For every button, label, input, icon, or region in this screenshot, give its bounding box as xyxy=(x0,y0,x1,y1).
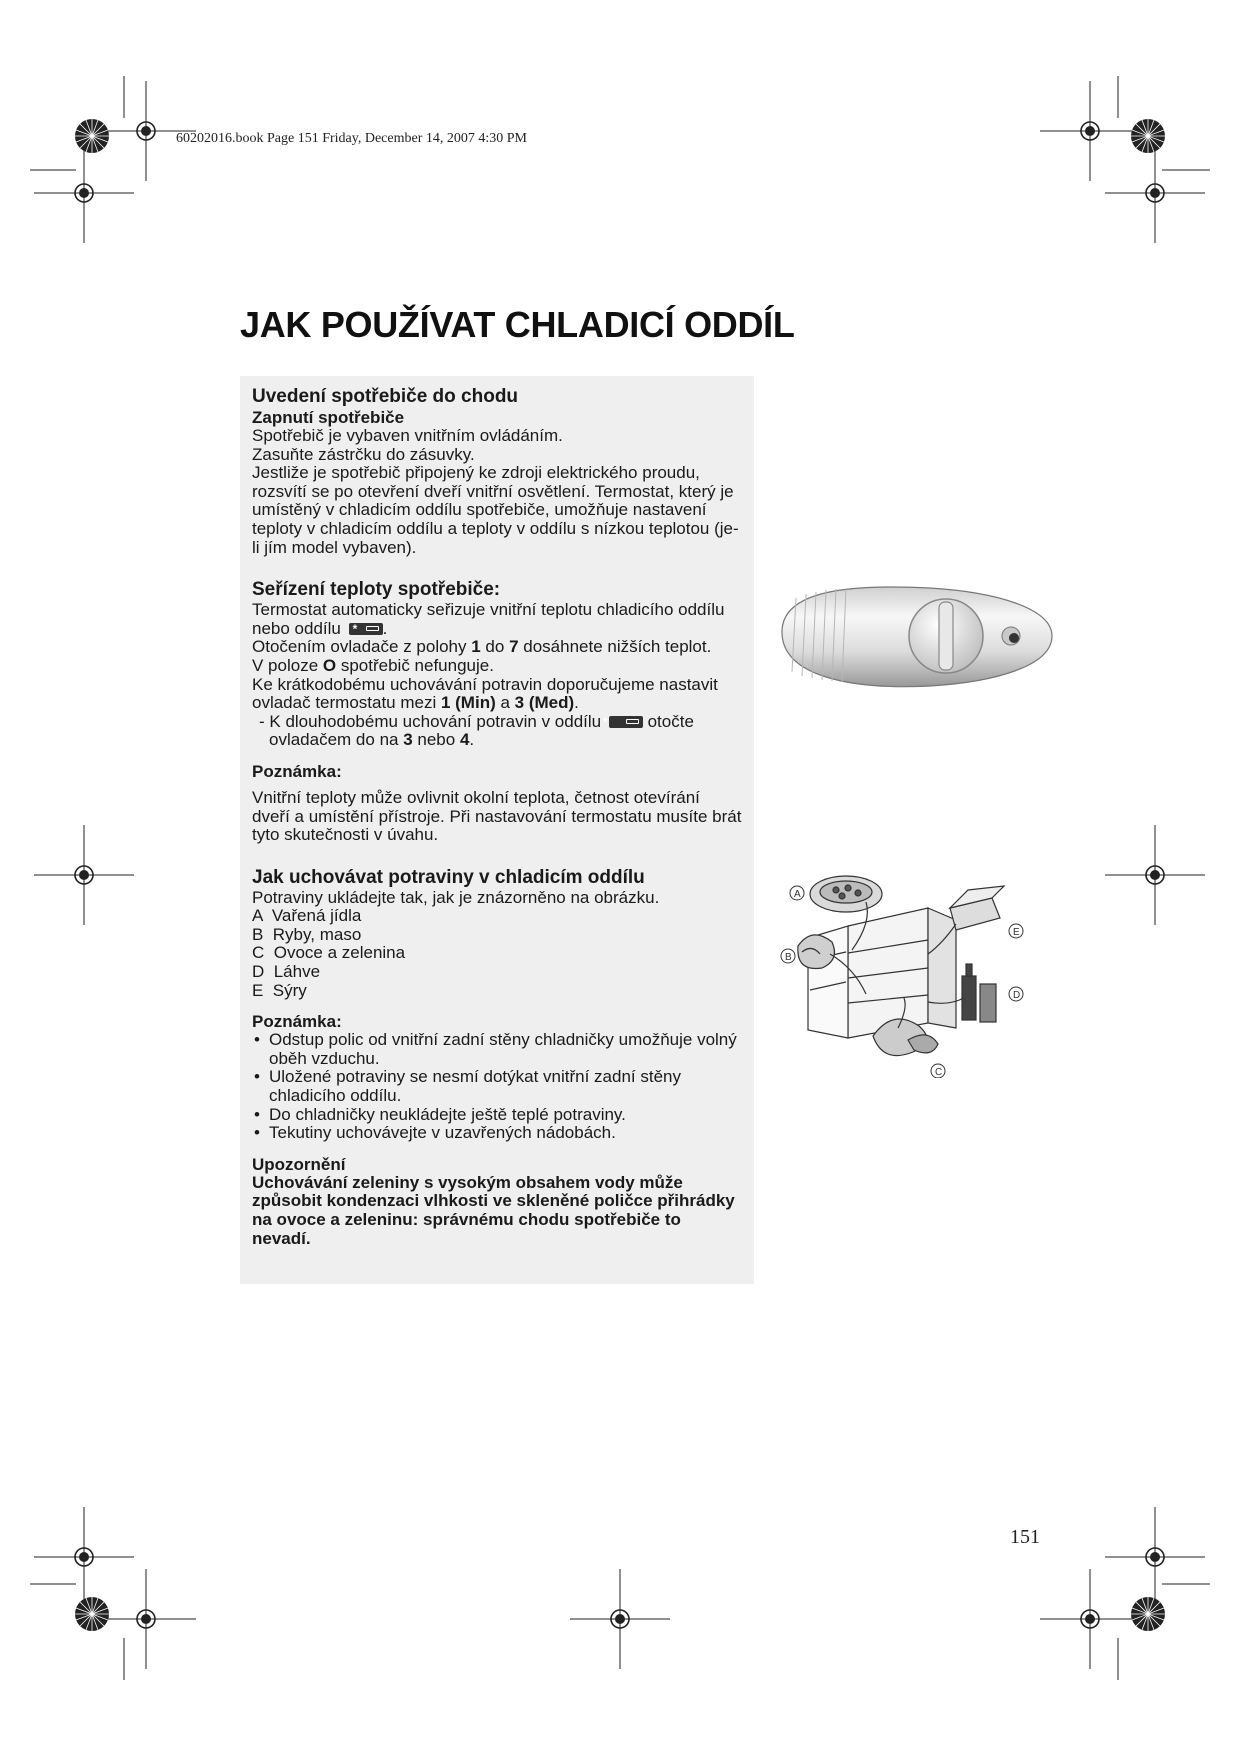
warning-text: Uchovávání zeleniny s vysokým obsahem vody může způsobit kondenzaci vlhkosti ve skleněné poličce přihrádky na ovoce a zeleninu: správnému chodu spotřebiče to nevadí. xyxy=(252,1172,735,1248)
content-panel xyxy=(240,376,754,1284)
sunburst-mark-icon xyxy=(75,1597,109,1631)
note-label: Poznámka: xyxy=(252,761,342,781)
list-item: • Tekutiny uchovávejte v uzavřených nádobách. xyxy=(252,1124,742,1143)
subheading-switch-on: Zapnutí spotřebiče xyxy=(252,408,405,427)
text-paragraph: - K dlouhodobému uchování potravin v oddílu * otočte ovladačem do na 3 nebo 4. xyxy=(252,713,742,750)
registration-mark-icon xyxy=(96,1569,196,1669)
figure-label: B xyxy=(785,952,792,963)
freezer-compartment-icon xyxy=(349,623,383,635)
page-title: JAK POUŽÍVAT CHLADICÍ ODDÍL xyxy=(240,304,795,345)
section-heading-temperature: Seřízení teploty spotřebiče: xyxy=(252,579,501,601)
thermostat-image xyxy=(770,580,1070,710)
registration-mark-icon xyxy=(34,143,134,243)
registration-mark-icon xyxy=(1105,1507,1205,1607)
section-heading-start: Uvedení spotřebiče do chodu xyxy=(252,386,519,407)
page-number: 151 xyxy=(1010,1526,1040,1548)
text-paragraph: Ke krátkodobému uchovávání potravin doporučujeme nastavit ovladač termostatu mezi 1 (Min) a 3 (Med). xyxy=(252,674,718,713)
fridge-storage-diagram xyxy=(778,868,1038,1078)
note-text: Vnitřní teploty může ovlivnit okolní teplota, četnost otevírání dveří a umístění přístroje. Při nastavování termostatu musíte brát tyto skutečnosti v úvahu. xyxy=(252,787,742,845)
book-header-line: 60202016.book Page 151 Friday, December 14, 2007 4:30 PM xyxy=(176,131,527,146)
note-label: Poznámka: xyxy=(252,1012,342,1032)
text-line: Potraviny ukládejte tak, jak je znázorněno na obrázku. xyxy=(252,887,660,907)
figure-label: D xyxy=(1013,990,1021,1001)
registration-mark-icon xyxy=(34,1507,134,1607)
registration-mark-icon xyxy=(1105,143,1205,243)
warning-label: Upozornění xyxy=(252,1154,346,1174)
text-line: V poloze O spotřebič nefunguje. xyxy=(252,655,494,675)
registration-mark-icon xyxy=(1040,1569,1140,1669)
registration-mark-icon xyxy=(34,825,134,925)
list-item: E Sýry xyxy=(252,980,307,1000)
figure-label: C xyxy=(935,1067,943,1078)
registration-mark-icon xyxy=(1040,81,1140,181)
list-item: C Ovoce a zelenina xyxy=(252,943,406,963)
figure-label: A xyxy=(794,889,801,900)
text-line: Spotřebič je vybaven vnitřním ovládáním. xyxy=(252,426,563,445)
list-item: • Uložené potraviny se nesmí dotýkat vnitřní zadní stěny chladicího oddílu. xyxy=(252,1068,742,1105)
registration-mark-icon xyxy=(1105,825,1205,925)
text-line: Zasuňte zástrčku do zásuvky. xyxy=(252,444,475,464)
list-item: • Odstup polic od vnitřní zadní stěny chladničky umožňuje volný oběh vzduchu. xyxy=(252,1031,742,1068)
list-item: B Ryby, maso xyxy=(252,924,362,944)
text-line: Otočením ovladače z polohy 1 do 7 dosáhnete nižších teplot. xyxy=(252,637,712,657)
sunburst-mark-icon xyxy=(75,119,109,153)
text-paragraph: Termostat automaticky seřizuje vnitřní teplotu chladicího oddílu nebo oddílu * . xyxy=(252,601,742,638)
registration-mark-icon xyxy=(570,1569,670,1669)
list-item: A Vařená jídla xyxy=(252,906,362,926)
list-item: D Láhve xyxy=(252,962,321,982)
section-heading-storage: Jak uchovávat potraviny v chladicím oddílu xyxy=(252,866,645,888)
list-item: • Do chladničky neukládejte ještě teplé potraviny. xyxy=(252,1106,742,1125)
sunburst-mark-icon xyxy=(1131,119,1165,153)
note-bullet-list xyxy=(252,1031,742,1143)
text-paragraph: Jestliže je spotřebič připojený ke zdroji elektrického proudu, rozsvítí se po otevření dveří vnitřní osvětlení. Termostat, který je umístěný v chladicím oddílu spotřebiče, umožňuje nastavení teploty v chladicím oddílu a teploty v oddílu s nízkou teplotou (je-li jím model vybaven). xyxy=(252,463,739,557)
figure-label: E xyxy=(1013,927,1020,938)
freezer-compartment-icon xyxy=(609,716,643,728)
sunburst-mark-icon xyxy=(1131,1597,1165,1631)
